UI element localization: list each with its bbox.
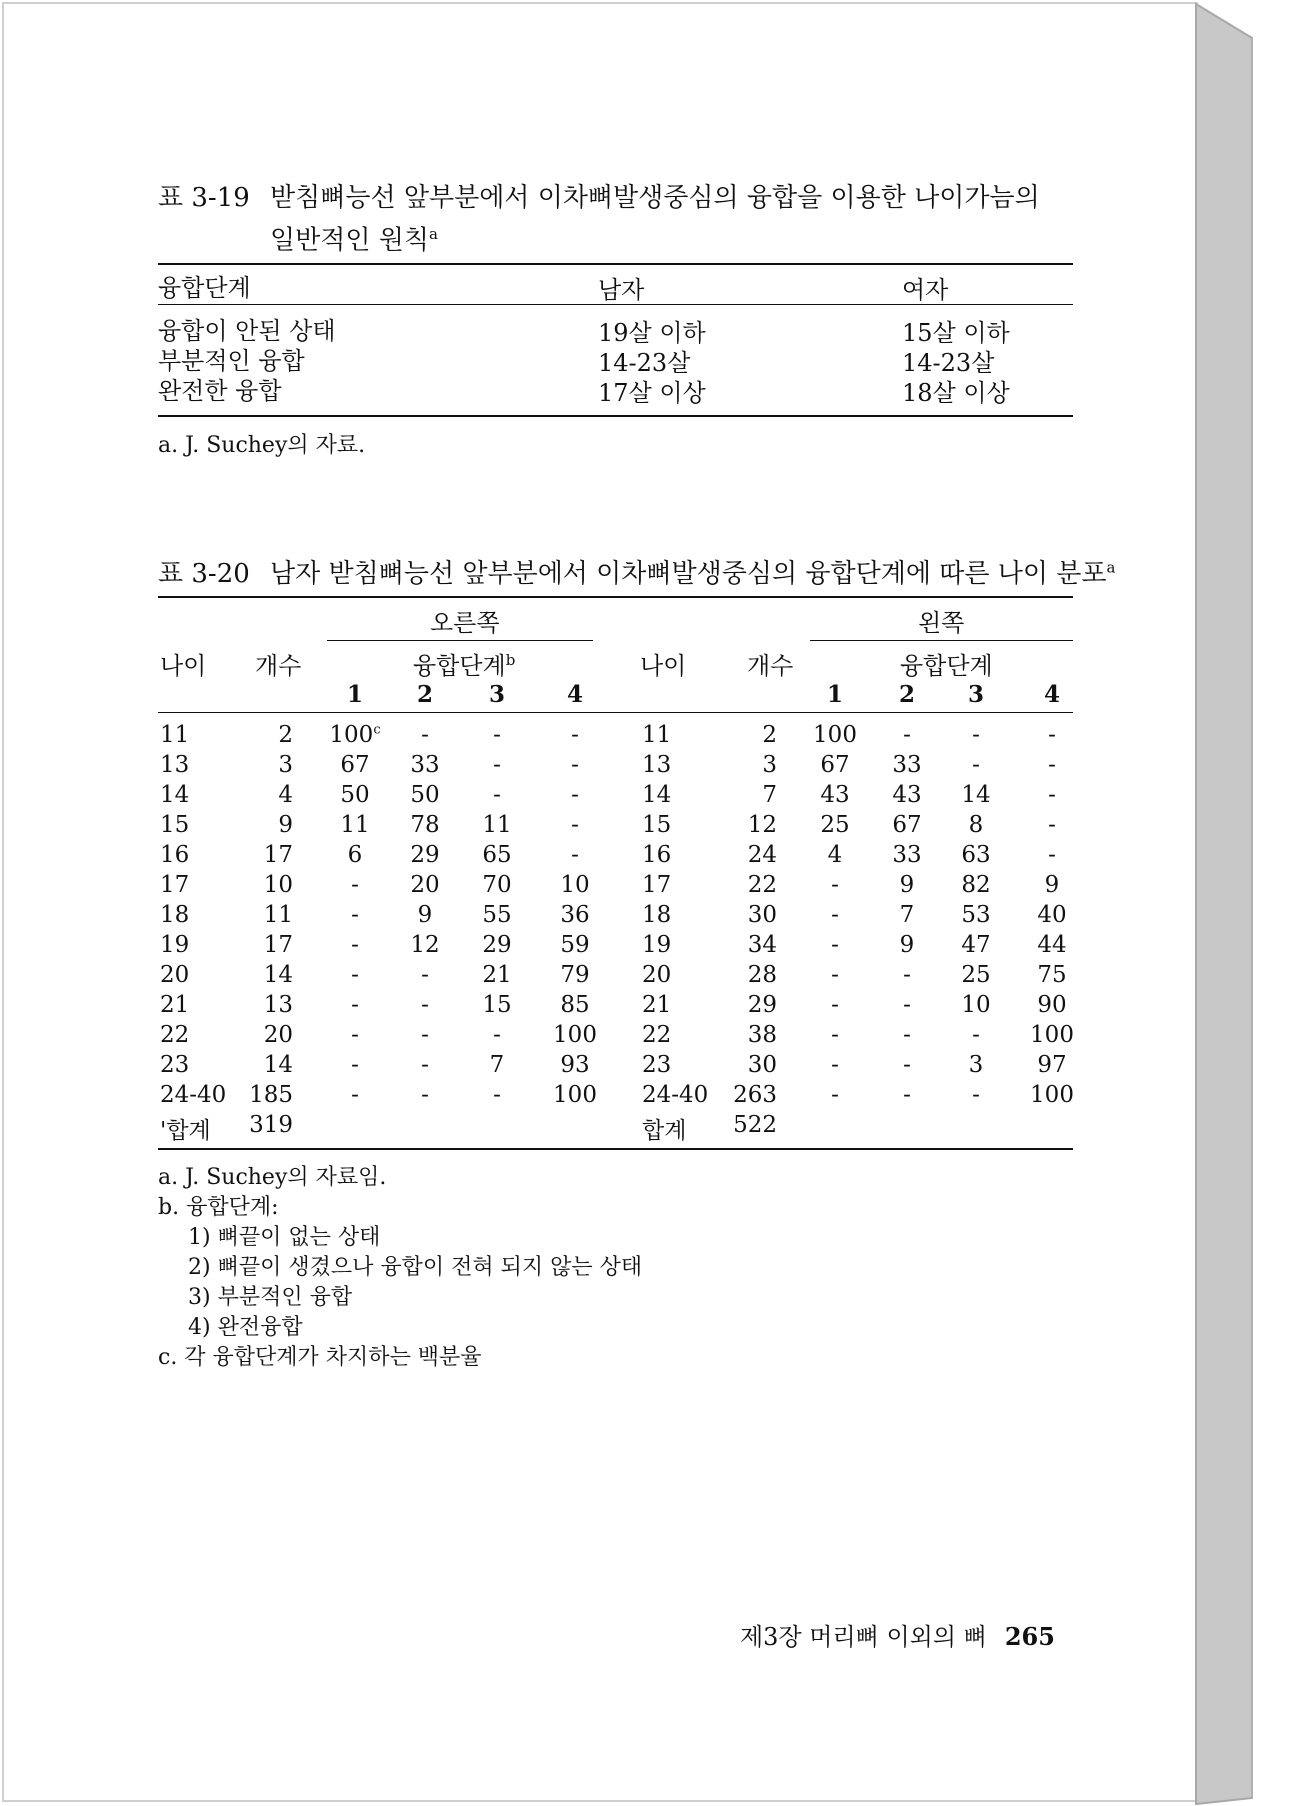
table-3-19-cell: 18살 이상	[902, 379, 1010, 407]
running-footer	[740, 1617, 1055, 1652]
right-table-cell: -	[571, 722, 579, 748]
right-table-cell: 17	[263, 932, 293, 958]
note-b-item: 3) 부분적인 융합	[188, 1285, 353, 1310]
left-table-cell: 63	[961, 842, 991, 868]
right-table-cell: 20	[160, 962, 190, 988]
right-table-cell: 36	[560, 902, 590, 928]
left-stage-header: 융합단계	[900, 652, 993, 680]
table-3-20-notes	[158, 1163, 642, 1373]
table-3-19-header-rule	[158, 304, 1073, 305]
right-table-cell: 185	[249, 1082, 293, 1108]
left-table-cell: -	[972, 1082, 980, 1108]
left-table-cell: 90	[1037, 992, 1067, 1018]
left-side-label: 왼쪽	[918, 609, 965, 637]
left-table-cell: 43	[820, 782, 850, 808]
left-table-cell: 합계	[642, 1118, 687, 1144]
left-table-cell: -	[972, 752, 980, 778]
left-table-cell: -	[831, 902, 839, 928]
right-table-cell: 15	[160, 812, 190, 838]
right-table-cell: 9	[417, 902, 433, 928]
left-table-cell: 14	[642, 782, 672, 808]
table-3-19-bottom-rule	[158, 415, 1073, 417]
left-table-cell: 14	[961, 782, 991, 808]
right-table-cell: 3	[278, 752, 293, 778]
left-table-cell: 23	[642, 1052, 672, 1078]
left-table-cell: -	[831, 1082, 839, 1108]
left-table-cell: 24-40	[642, 1082, 709, 1108]
left-table-cell: 82	[961, 872, 991, 898]
right-stage-number-1: 1	[346, 681, 363, 708]
right-table-cell: 70	[482, 872, 512, 898]
left-table-cell: 8	[968, 812, 984, 838]
right-table-cell: -	[571, 782, 579, 808]
table-3-19-title-line2: 일반적인 원칙	[270, 225, 429, 256]
right-table-cell: 79	[560, 962, 590, 988]
right-table-cell: 14	[263, 1052, 293, 1078]
right-stage-header-label: 융합단계	[413, 652, 506, 680]
left-table-cell: -	[903, 1082, 911, 1108]
right-table-cell: 10	[560, 872, 590, 898]
left-table-cell: 4	[827, 842, 843, 868]
right-table-cell: -	[493, 782, 501, 808]
page-stack-edge	[1192, 0, 1315, 1806]
right-table-cell: 11	[482, 812, 512, 838]
left-table-cell: 53	[961, 902, 991, 928]
page-number: 265	[1004, 1622, 1055, 1651]
left-table-cell: 33	[892, 842, 922, 868]
left-table-cell: 12	[747, 812, 777, 838]
left-table-cell: 9	[899, 872, 915, 898]
right-table-cell: 50	[410, 782, 440, 808]
right-table-cell: -	[351, 1052, 359, 1078]
table-3-19-cell: 부분적인 융합	[158, 347, 305, 375]
table-3-19-header-male: 남자	[598, 276, 645, 304]
right-table-cell: -	[421, 1082, 429, 1108]
left-table-cell: 25	[820, 812, 850, 838]
left-table-cell: 25	[961, 962, 991, 988]
percent-note-sup: c	[373, 722, 381, 738]
right-table-cell: 13	[160, 752, 190, 778]
left-table-cell: 47	[961, 932, 991, 958]
left-table-cell: -	[831, 872, 839, 898]
table-3-19-cell: 14-23살	[902, 349, 995, 377]
left-table-cell: 10	[961, 992, 991, 1018]
left-table-cell: 33	[892, 752, 922, 778]
right-table-cell: 21	[482, 962, 512, 988]
right-table-cell: 85	[560, 992, 590, 1018]
right-table-cell: 29	[482, 932, 512, 958]
left-table-cell: -	[903, 722, 911, 748]
right-table-cell: 15	[482, 992, 512, 1018]
chapter-title: 제3장 머리뼈 이외의 뼈	[740, 1623, 987, 1651]
left-table-cell: 7	[762, 782, 777, 808]
right-table-cell: 14	[160, 782, 190, 808]
left-table-cell: 2	[762, 722, 777, 748]
left-stage-number-4: 4	[1043, 681, 1060, 708]
left-stage-number-2: 2	[898, 681, 915, 708]
left-table-cell: 17	[642, 872, 672, 898]
table-3-19-cell: 완전한 융합	[158, 377, 282, 405]
left-table-cell: 100	[1030, 1022, 1074, 1048]
right-table-cell: 11	[340, 812, 370, 838]
right-table-cell: 24-40	[160, 1082, 227, 1108]
left-table-cell: -	[972, 1022, 980, 1048]
right-table-cell: 12	[410, 932, 440, 958]
left-table-cell: 44	[1037, 932, 1067, 958]
right-table-cell: -	[571, 752, 579, 778]
right-table-cell: 10	[263, 872, 293, 898]
table-3-19-top-rule	[158, 263, 1073, 265]
right-table-cell: 23	[160, 1052, 190, 1078]
right-stage-number-3: 3	[488, 681, 505, 708]
note-b-item: 4) 완전융합	[188, 1315, 303, 1340]
left-table-cell: -	[831, 1052, 839, 1078]
right-table-cell: 17	[160, 872, 190, 898]
note-a: a. J. Suchey의 자료임.	[158, 1165, 387, 1190]
table-3-19-header-stage: 융합단계	[158, 274, 251, 302]
right-table-cell: 13	[263, 992, 293, 1018]
right-table-cell: 2	[278, 722, 293, 748]
right-table-cell: 93	[560, 1052, 590, 1078]
note-b-item: 2) 뼈끝이 생겼으나 융합이 전혀 되지 않는 상태	[188, 1255, 643, 1280]
left-table-cell: 29	[747, 992, 777, 1018]
left-table-cell: 263	[733, 1082, 777, 1108]
left-table-cell: 100	[813, 722, 857, 748]
left-table-cell: -	[831, 962, 839, 988]
left-table-cell: 22	[642, 1022, 672, 1048]
right-table-cell: -	[351, 1022, 359, 1048]
right-table-cell: -	[351, 872, 359, 898]
right-table-cell: 11	[263, 902, 293, 928]
right-table-cell: 20	[263, 1022, 293, 1048]
left-table-cell: 40	[1037, 902, 1067, 928]
right-table-cell: 100	[553, 1022, 597, 1048]
left-table-cell: -	[1048, 722, 1056, 748]
left-table-cell: 3	[968, 1052, 984, 1078]
table-3-20-caption	[158, 553, 1115, 590]
table-3-20-top-rule	[158, 596, 1073, 598]
left-table-cell: 38	[747, 1022, 777, 1048]
left-table-cell: 75	[1037, 962, 1067, 988]
right-table-cell: 18	[160, 902, 190, 928]
right-table-cell: 78	[410, 812, 440, 838]
left-table-cell: 9	[899, 932, 915, 958]
left-table-cell: 16	[642, 842, 672, 868]
right-table-cell: -	[351, 932, 359, 958]
right-table-cell: 21	[160, 992, 190, 1018]
right-age-header: 나이	[160, 652, 207, 680]
right-table-cell: -	[351, 1082, 359, 1108]
table-3-20-header-rule	[158, 712, 1073, 713]
note-c: c. 각 융합단계가 차지하는 백분율	[158, 1345, 482, 1370]
left-age-header: 나이	[640, 652, 687, 680]
right-table-cell: -	[493, 722, 501, 748]
left-table-cell: 24	[747, 842, 777, 868]
table-3-20-bottom-rule	[158, 1148, 1073, 1150]
left-table-cell: 522	[733, 1112, 777, 1138]
right-stage-header-sup: b	[505, 651, 516, 669]
right-table-cell: -	[571, 812, 579, 838]
right-table-cell: '합계	[160, 1118, 211, 1144]
right-table-cell: -	[421, 992, 429, 1018]
left-table-cell: 20	[642, 962, 672, 988]
left-stage-number-1: 1	[826, 681, 843, 708]
right-table-cell: -	[421, 962, 429, 988]
right-table-cell: 29	[410, 842, 440, 868]
table-3-19-number: 표 3-19	[158, 183, 250, 213]
right-table-cell: -	[421, 1022, 429, 1048]
left-table-cell: -	[903, 1052, 911, 1078]
right-table-cell: 33	[410, 752, 440, 778]
left-table-cell: 28	[747, 962, 777, 988]
right-table-cell: 16	[160, 842, 190, 868]
right-table-cell: 7	[489, 1052, 505, 1078]
table-3-20-title-sup: a	[1106, 558, 1116, 577]
left-table-cell: -	[1048, 782, 1056, 808]
left-table-cell: -	[1048, 752, 1056, 778]
left-table-cell: 7	[899, 902, 915, 928]
right-table-cell: -	[421, 722, 429, 748]
right-table-cell: -	[351, 962, 359, 988]
table-3-19-cell: 15살 이하	[902, 319, 1010, 347]
right-table-cell: 19	[160, 932, 190, 958]
right-table-cell: 59	[560, 932, 590, 958]
right-table-cell: -	[493, 752, 501, 778]
right-table-cell: 55	[482, 902, 512, 928]
right-table-cell: -	[493, 1082, 501, 1108]
right-table-cell: 319	[249, 1112, 293, 1138]
right-table-cell: -	[493, 1022, 501, 1048]
right-table-cell: 17	[263, 842, 293, 868]
table-3-19-title-line1: 받침뼈능선 앞부분에서 이차뼈발생중심의 융합을 이용한 나이가늠의	[270, 183, 1040, 213]
left-table-cell: -	[1048, 812, 1056, 838]
left-table-cell: 22	[747, 872, 777, 898]
table-3-20-number: 표 3-20	[158, 559, 250, 589]
left-table-cell: -	[1048, 842, 1056, 868]
right-table-cell: 11	[160, 722, 190, 748]
right-table-cell: -	[571, 842, 579, 868]
left-stage-rule	[810, 640, 1073, 641]
right-table-cell: 67	[340, 752, 370, 778]
left-table-cell: -	[972, 722, 980, 748]
table-3-19-title-sup: a	[428, 225, 438, 243]
right-stage-rule	[327, 640, 593, 641]
left-table-cell: 67	[820, 752, 850, 778]
left-table-cell: 97	[1037, 1052, 1067, 1078]
left-table-cell: 100	[1030, 1082, 1074, 1108]
left-table-cell: 43	[892, 782, 922, 808]
left-table-cell: 3	[762, 752, 777, 778]
note-b-item: 1) 뼈끝이 없는 상태	[188, 1225, 381, 1250]
right-table-cell: 6	[347, 842, 363, 868]
left-table-cell: -	[831, 992, 839, 1018]
right-table-cell: 20	[410, 872, 440, 898]
right-table-cell: 9	[278, 812, 293, 838]
right-table-cell: 100	[553, 1082, 597, 1108]
table-3-20-title: 남자 받침뼈능선 앞부분에서 이차뼈발생중심의 융합단계에 따른 나이 분포	[270, 559, 1107, 589]
left-table-cell: 18	[642, 902, 672, 928]
table-3-19-footnote: a. J. Suchey의 자료.	[158, 433, 366, 458]
table-3-19-cell: 17살 이상	[598, 379, 706, 407]
left-table-cell: 13	[642, 752, 672, 778]
left-table-cell: 67	[892, 812, 922, 838]
table-3-19-cell: 융합이 안된 상태	[158, 317, 336, 345]
table-3-19-caption	[158, 180, 1078, 259]
right-table-cell: -	[351, 902, 359, 928]
left-table-cell: 9	[1044, 872, 1060, 898]
right-count-header: 개수	[255, 652, 302, 680]
right-stage-number-2: 2	[416, 681, 433, 708]
table-3-19-header-female: 여자	[902, 276, 949, 304]
left-table-cell: 21	[642, 992, 672, 1018]
left-table-cell: -	[903, 962, 911, 988]
left-table-cell: 30	[747, 902, 777, 928]
right-table-cell: 4	[278, 782, 293, 808]
left-table-cell: -	[903, 992, 911, 1018]
right-table-cell: 14	[263, 962, 293, 988]
left-stage-number-3: 3	[967, 681, 984, 708]
left-table-cell: 34	[747, 932, 777, 958]
left-table-cell: -	[903, 1022, 911, 1048]
left-count-header: 개수	[747, 652, 794, 680]
right-table-cell: -	[421, 1052, 429, 1078]
left-table-cell: -	[831, 932, 839, 958]
right-stage-number-4: 4	[566, 681, 583, 708]
right-table-cell: 22	[160, 1022, 190, 1048]
left-table-cell: 30	[747, 1052, 777, 1078]
right-table-cell: 50	[340, 782, 370, 808]
right-table-cell: 65	[482, 842, 512, 868]
note-b: b. 융합단계:	[158, 1195, 279, 1220]
left-table-cell: 11	[642, 722, 672, 748]
left-table-cell: -	[831, 1022, 839, 1048]
left-table-cell: 15	[642, 812, 672, 838]
right-table-cell: -	[351, 992, 359, 1018]
table-3-19-cell: 19살 이하	[598, 319, 706, 347]
left-table-cell: 19	[642, 932, 672, 958]
right-stage-header	[413, 646, 515, 681]
table-3-19-cell: 14-23살	[598, 349, 691, 377]
right-side-label: 오른쪽	[430, 609, 500, 637]
right-table-cell: 100$^c$	[329, 722, 381, 748]
